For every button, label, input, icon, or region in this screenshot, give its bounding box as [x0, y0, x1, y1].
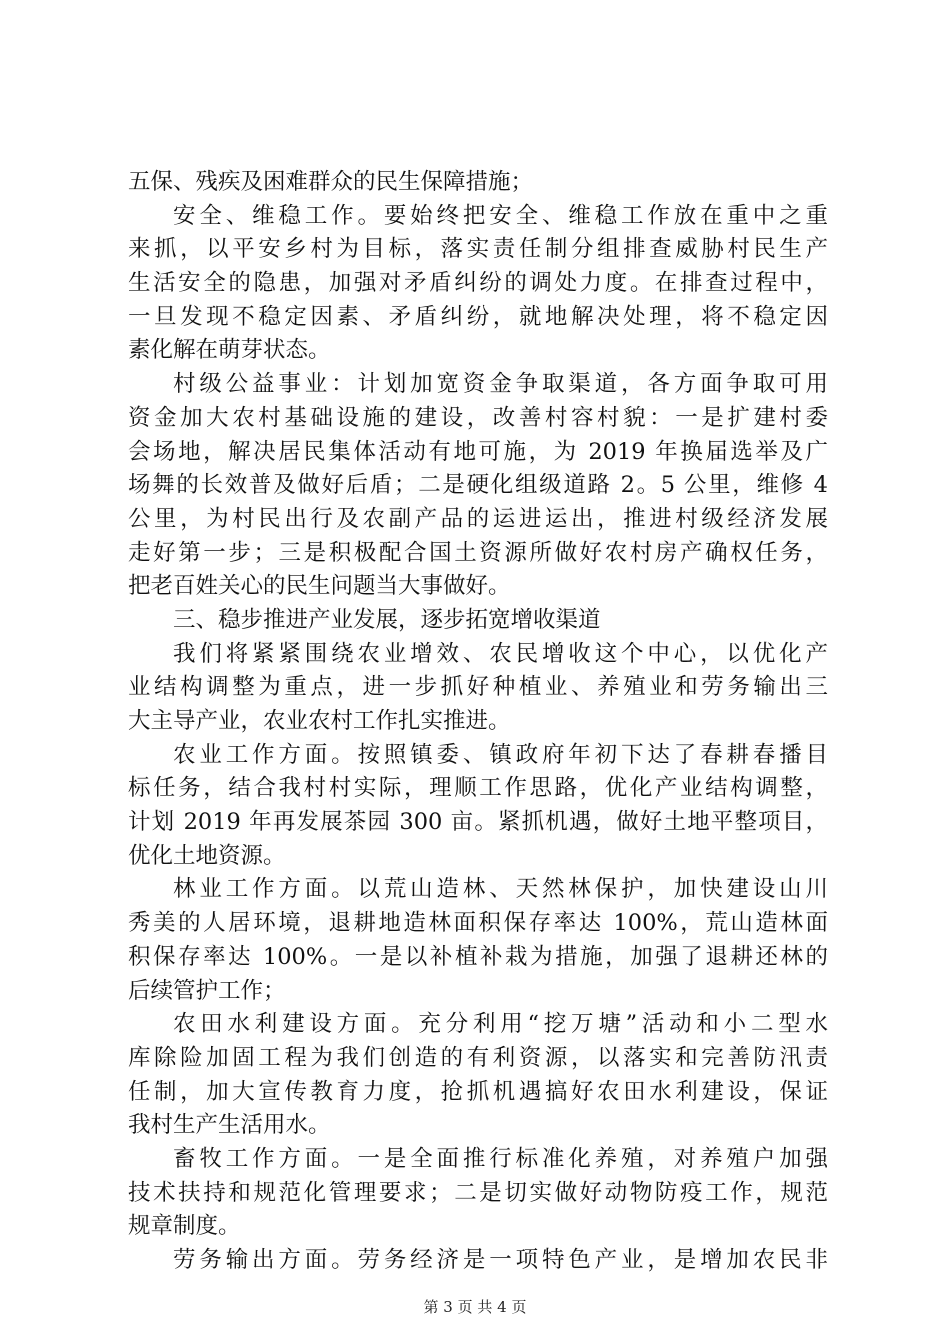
- text-line: 秀美的人居环境，退耕地造林面积保存率达 100%，荒山造林面: [128, 910, 828, 937]
- text-line: 生活安全的隐患，加强对矛盾纠纷的调处力度。在排查过程中，: [128, 270, 828, 297]
- text-line: 我村生产生活用水。: [128, 1112, 331, 1139]
- text-line: 农业工作方面。按照镇委、镇政府年初下达了春耕春播目: [173, 741, 828, 768]
- text-line: 计划 2019 年再发展茶园 300 亩。紧抓机遇，做好土地平整项目，: [128, 809, 828, 836]
- text-line: 资金加大农村基础设施的建设，改善村容村貌：一是扩建村委: [128, 404, 828, 431]
- text-line: 规章制度。: [128, 1213, 241, 1240]
- text-line: 把老百姓关心的民生问题当大事做好。: [128, 573, 511, 600]
- text-line: 大主导产业，农业农村工作扎实推进。: [128, 708, 511, 734]
- text-line: 林业工作方面。以荒山造林、天然林保护，加快建设山川: [173, 876, 828, 903]
- text-line: 场舞的长效普及做好后盾；二是硬化组级道路 2。5 公里，维修 4: [128, 472, 828, 499]
- document-body: [128, 166, 828, 1278]
- text-line: 公里，为村民出行及农副产品的运进运出，推进村级经济发展: [128, 505, 828, 532]
- text-line: 后续管护工作；: [128, 977, 286, 1004]
- text-line: 一旦发现不稳定因素、矛盾纠纷，就地解决处理，将不稳定因: [128, 303, 828, 330]
- text-line: 素化解在萌芽状态。: [128, 337, 331, 364]
- text-line: 劳务输出方面。劳务经济是一项特色产业，是增加农民非: [173, 1247, 828, 1273]
- text-line: 农田水利建设方面。充分利用“挖万塘”活动和小二型水: [173, 1011, 828, 1038]
- text-line: 畜牧工作方面。一是全面推行标准化养殖，对养殖户加强: [173, 1145, 828, 1172]
- text-line: 业结构调整为重点，进一步抓好种植业、养殖业和劳务输出三: [128, 674, 828, 701]
- page-footer: 第 3 页 共 4 页: [423, 1298, 527, 1316]
- text-line: 走好第一步；三是积极配合国土资源所做好农村房产确权任务，: [128, 539, 828, 566]
- text-line: 积保存率达 100%。一是以补植补栽为措施，加强了退耕还林的: [128, 943, 828, 970]
- text-line: 标任务，结合我村村实际，理顺工作思路，优化产业结构调整，: [128, 775, 828, 802]
- text-line: 五保、残疾及困难群众的民生保障措施；: [128, 169, 534, 195]
- text-line: 村级公益事业：计划加宽资金争取渠道，各方面争取可用: [173, 371, 828, 398]
- text-line: 会场地，解决居民集体活动有地可施，为 2019 年换届选举及广: [128, 438, 828, 465]
- text-line: 来抓，以平安乡村为目标，落实责任制分组排查威胁村民生产: [128, 236, 828, 263]
- text-line: 三、稳步推进产业发展，逐步拓宽增收渠道: [173, 606, 601, 633]
- text-line: 任制，加大宣传教育力度，抢抓机遇搞好农田水利建设，保证: [128, 1078, 828, 1105]
- text-line: 优化土地资源。: [128, 842, 286, 869]
- text-line: 技术扶持和规范化管理要求；二是切实做好动物防疫工作，规范: [128, 1179, 828, 1206]
- text-line: 库除险加固工程为我们创造的有利资源，以落实和完善防汛责: [128, 1044, 828, 1071]
- text-line: 我们将紧紧围绕农业增效、农民增收这个中心，以优化产: [173, 640, 828, 667]
- text-line: 安全、维稳工作。要始终把安全、维稳工作放在重中之重: [173, 202, 828, 229]
